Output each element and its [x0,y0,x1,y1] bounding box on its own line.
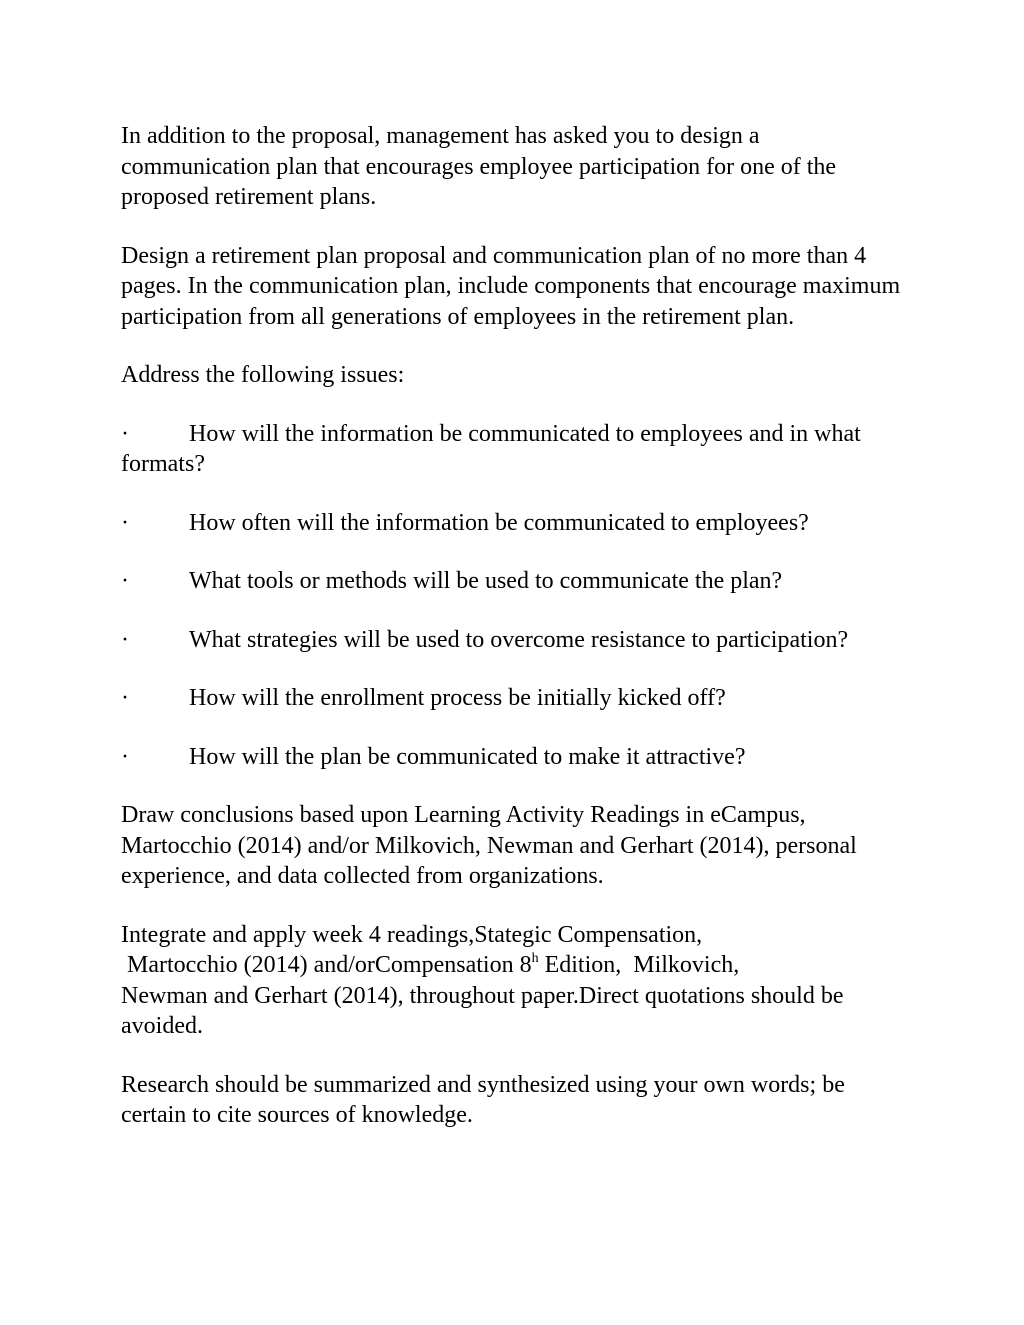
research-paragraph: Research should be summarized and synthesized using your own words; be certain to cite sources of knowledge. [121,1071,845,1128]
bullet-item-formats [121,419,911,480]
conclusions-paragraph: Draw conclusions based upon Learning Activity Readings in eCampus, Martocchio (2014) and/or Milkovich, Newman and Gerhart (2014), personal experience, and data collected from organizations. [121,802,857,889]
integrate-line-2-end: Edition, Milkovich, [538,952,740,978]
integrate-line-1: Integrate and apply week 4 readings,Stategic Compensation, [121,921,703,948]
bullet-item-tools [121,566,911,597]
design-paragraph: Design a retirement plan proposal and communication plan of no more than 4 pages. In the communication plan, include components that encourage maximum participation from all generations of employees in the retirement plan. [121,242,901,330]
address-heading: Address the following issues: [121,362,405,388]
bullet-text: What tools or methods will be used to communicate the plan? [189,568,783,594]
document-page [121,121,911,1159]
bullet-dot-icon: · [121,743,129,770]
bullet-text: What strategies will be used to overcome resistance to participation? [189,626,849,653]
bullet-item-strategies [121,625,911,656]
bullet-text: How will the enrollment process be initially kicked off? [189,685,726,711]
bullet-item-attractive [121,742,911,773]
bullet-dot-icon: · [121,685,129,711]
bullet-item-frequency [121,508,911,539]
edition-superscript: h [531,951,539,966]
bullet-text: How often will the information be communicated to employees? [189,509,809,536]
integrate-rest: Newman and Gerhart (2014), throughout paper.Direct quotations should be avoided. [121,982,844,1039]
bullet-dot-icon: · [121,568,129,594]
bullet-item-enrollment [121,683,911,714]
bullet-dot-icon: · [121,509,129,536]
intro-paragraph: In addition to the proposal, management has asked you to design a communication plan that encourages employee participation for one of the proposed retirement plans. [121,123,837,210]
bullet-dot-icon: · [121,626,129,653]
bullet-text: How will the plan be communicated to make it attractive? [189,743,746,770]
bullet-dot-icon: · [121,420,129,447]
integrate-line-2-start: Martocchio (2014) and/orCompensation 8 [121,952,532,978]
bullet-text: How will the information be communicated to employees and in what formats? [121,420,861,477]
integrate-paragraph [121,920,911,1042]
